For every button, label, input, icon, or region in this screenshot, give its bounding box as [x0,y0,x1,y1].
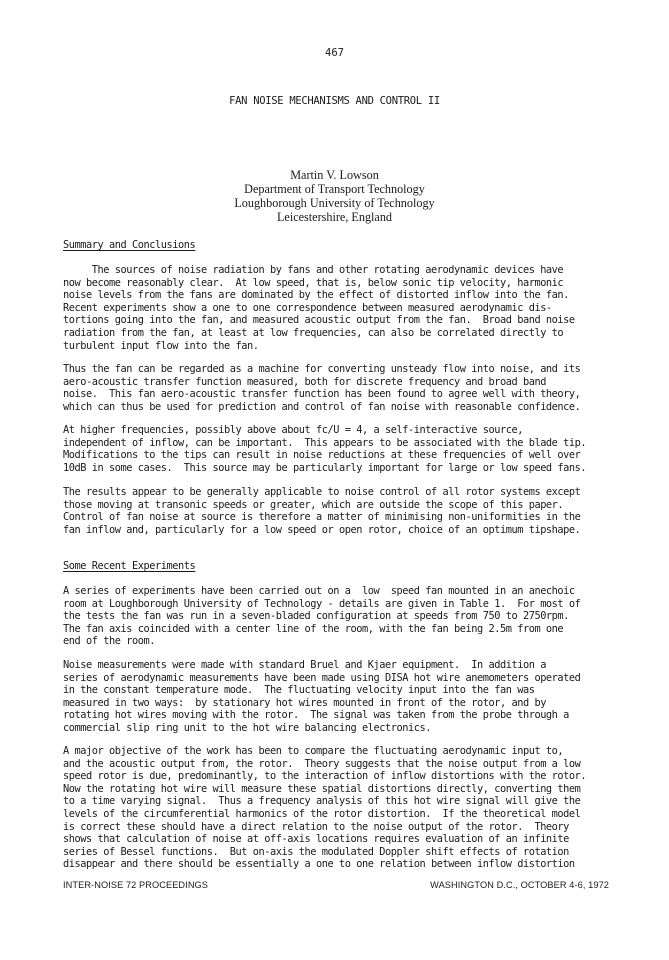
text-line: in the constant temperature mode. The fluctuating velocity input into the fan was [63,684,535,697]
paragraph [63,424,623,474]
paragraph [63,585,623,648]
text-line: The results appear to be generally applicable to noise control of all rotor systems except [63,486,581,498]
paragraph [63,486,623,536]
affiliation-line: Loughborough University of Technology [234,196,435,210]
text-line: shows that calculation of noise at off-axis locations requires evaluation of an infinite [63,833,569,846]
text-line: fan inflow and, particularly for a low speed or open rotor, choice of an optimum tipshape. [63,523,581,536]
text-line: Recent experiments show a one to one correspondence between measured aerodynamic dis- [63,301,552,314]
text-line: A major objective of the work has been to compare the fluctuating aerodynamic input to, [63,745,564,757]
text-line: disappear and there should be essentially a one to one relation between inflow distortion [63,858,575,871]
affiliation-line: Leicestershire, England [276,210,393,224]
text-line: room at Loughborough University of Technology - details are given in Table 1. For most of [63,597,581,610]
text-line: radiation from the fan, at least at low frequencies, can also be correlated directly to [63,326,564,339]
text-line: commercial slip ring unit to the hot wire balancing electronics. [63,721,431,734]
text-line: turbulent input flow into the fan. [63,339,259,352]
paragraph [63,659,623,735]
author-name: Martin V. Lowson [290,168,379,182]
paragraph [63,363,623,413]
text-line: Now the rotating hot wire will measure these spatial distortions directly, converting them [63,782,581,795]
footer-location-date: WASHINGTON D.C., OCTOBER 4-6, 1972 [430,880,609,890]
text-line: now become reasonably clear. At low speed, that is, below sonic tip velocity, harmonic [63,276,564,289]
text-line: aero-acoustic transfer function measured, both for discrete frequency and broad band [63,375,546,388]
text-line: levels of the circumferential harmonics of the rotor distortion. If the theoretical model [63,807,581,820]
text-line: measured in two ways: by stationary hot wires mounted in front of the rotor, and by [63,696,546,709]
paragraph [63,264,623,352]
text-line: Control of fan noise at source is therefore a matter of minimising non-uniformities in the [63,511,581,524]
text-line: At higher frequencies, possibly above about fc/U = 4, a self-interactive source, [63,424,523,436]
text-line: Modifications to the tips can result in noise reductions at these frequencies of well over [63,449,581,462]
text-line: The fan axis coincided with a center line of the room, with the fan being 2.5m from one [63,622,564,635]
page-number: 467 [325,47,344,59]
text-line: noise levels from the fans are dominated by the effect of distorted inflow into the fan. [63,289,569,302]
text-line: to a time varying signal. Thus a frequency analysis of this hot wire signal will give the [63,795,581,808]
footer-proceedings: INTER-NOISE 72 PROCEEDINGS [63,880,209,890]
text-line: independent of inflow, can be important. This appears to be associated with the blade tip. [63,436,587,449]
text-line: series of aerodynamic measurements have been made using DISA hot wire anemometers operated [63,671,581,684]
author-block [0,168,669,224]
text-line: noise. This fan aero-acoustic transfer function has been found to agree well with theory, [63,388,581,401]
text-line: Thus the fan can be regarded as a machine for converting unsteady flow into noise, and its [63,363,581,375]
text-line: Noise measurements were made with standard Bruel and Kjaer equipment. In addition a [63,659,546,671]
text-line: tortions going into the fan, and measured acoustic output from the fan. Broad band noise [63,314,575,327]
text-line: the tests the fan was run in a seven-bladed configuration at speeds from 750 to 2750rpm. [63,610,569,623]
paper-title: FAN NOISE MECHANISMS AND CONTROL II [229,95,440,107]
text-line: 10dB in some cases. This source may be particularly important for large or low speed fans. [63,461,587,474]
section-heading-experiments: Some Recent Experiments [63,560,196,572]
paragraph [63,745,623,871]
text-line: which can thus be used for prediction and control of fan noise with reasonable confidence. [63,400,581,413]
text-line: those moving at transonic speeds or greater, which are outside the scope of this paper. [63,498,564,511]
text-line: is correct these should have a direct relation to the noise output of the rotor. Theory [63,820,569,833]
text-line: and the acoustic output from, the rotor. Theory suggests that the noise output from a low [63,757,581,770]
text-line: The sources of noise radiation by fans and other rotating aerodynamic devices have [63,264,564,276]
text-line: series of Bessel functions. But on-axis the modulated Doppler shift effects of rotation [63,845,569,858]
text-line: end of the room. [63,635,155,648]
section-heading-summary: Summary and Conclusions [63,239,196,251]
affiliation-line: Department of Transport Technology [244,182,425,196]
text-line: rotating hot wires moving with the rotor. The signal was taken from the probe through a [63,709,569,722]
text-line: speed rotor is due, predominantly, to the interaction of inflow distortions with the rotor. [63,770,587,783]
text-line: A series of experiments have been carried out on a low speed fan mounted in an anechoic [63,585,575,597]
